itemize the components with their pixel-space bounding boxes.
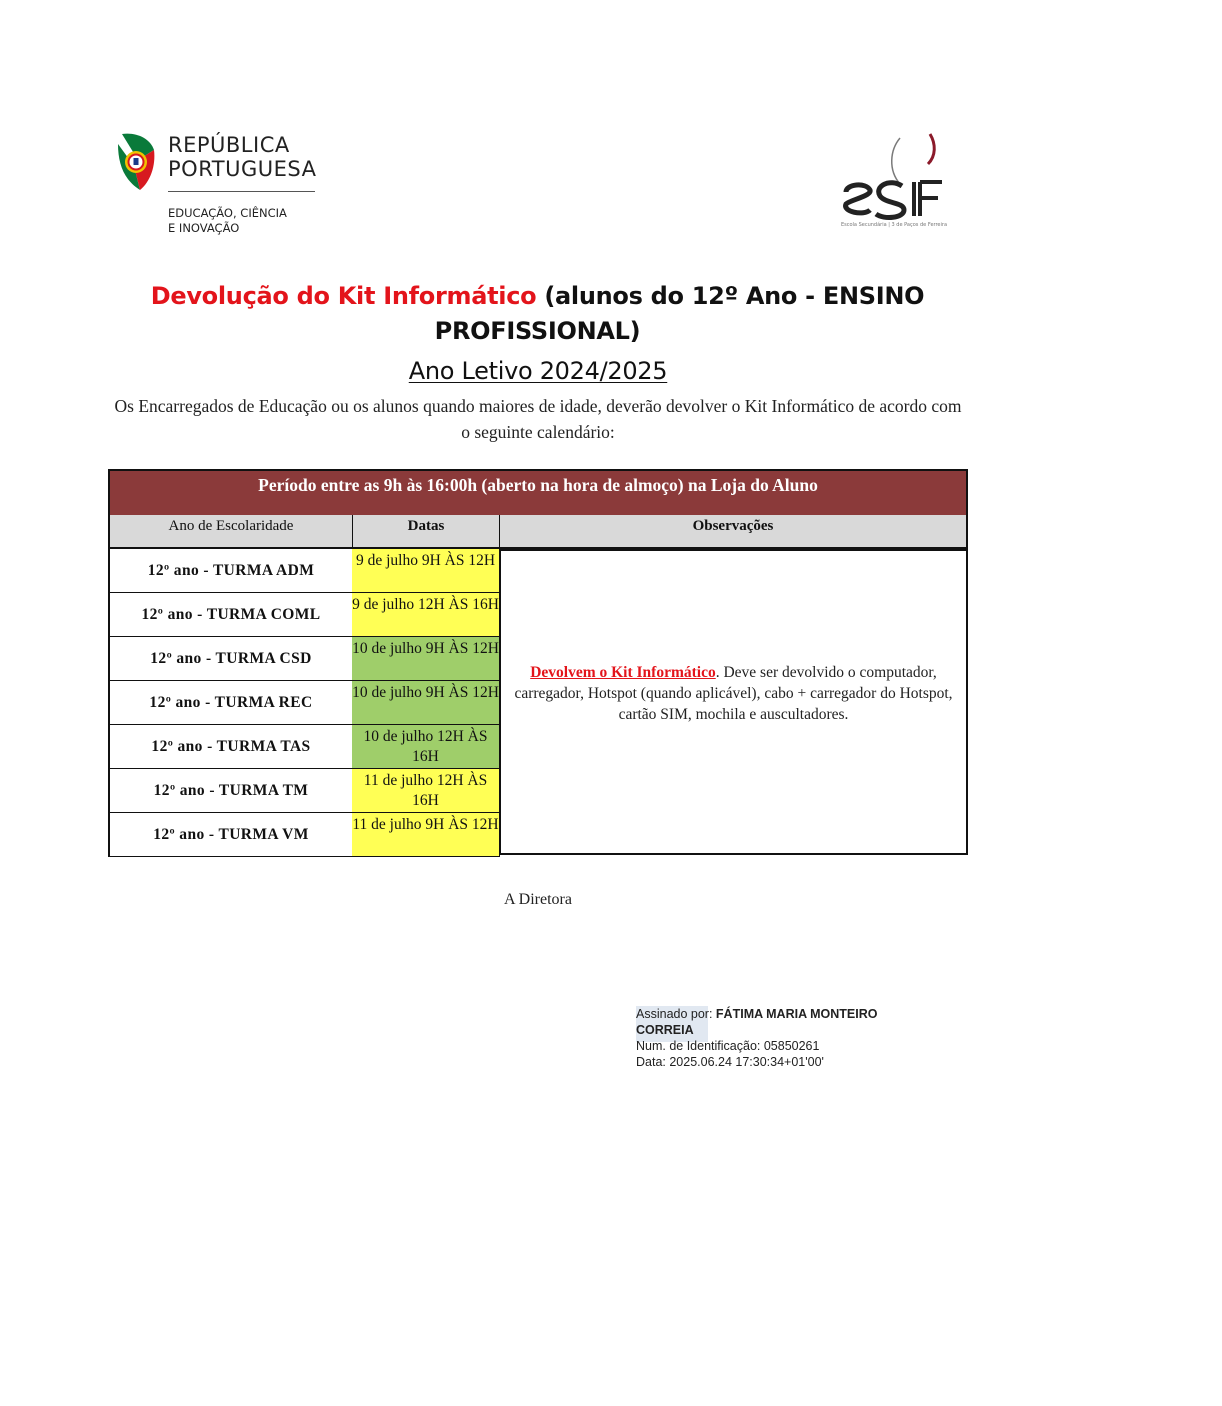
table-row — [108, 637, 500, 681]
column-header-dates: Datas — [352, 515, 500, 549]
table-row — [108, 593, 500, 637]
logo-caption: Escola Secundária | 3 de Paços de Ferreira — [840, 222, 948, 228]
document-title — [150, 279, 925, 349]
school-logo — [838, 130, 950, 230]
logo-subtitle-line1: EDUCAÇÃO, CIÊNCIA — [168, 206, 287, 220]
logo-divider — [168, 191, 315, 192]
digital-signature — [636, 1006, 936, 1070]
class-cell: 12º ano - TURMA TAS — [108, 725, 353, 769]
observations-cell — [499, 549, 968, 855]
logo-text-line1: REPÚBLICA — [168, 133, 290, 157]
portuguese-emblem-icon — [114, 130, 158, 194]
table-header-banner: Período entre as 9h às 16:00h (aberto na hora de almoço) na Loja do Aluno — [108, 469, 968, 517]
observations-text — [514, 662, 954, 725]
table-row — [108, 549, 500, 593]
column-header-observations: Observações — [499, 515, 968, 549]
esf-logo-icon — [838, 130, 950, 222]
school-year — [0, 355, 1076, 387]
logo-subtitle-line2: E INOVAÇÃO — [168, 221, 240, 235]
intro-paragraph: Os Encarregados de Educação ou os alunos quando maiores de idade, deverão devolver o Kit Informático de acordo com o seguinte calendário: — [114, 396, 962, 442]
class-cell: 12º ano - TURMA CSD — [108, 637, 353, 681]
signature-date: Data: 2025.06.24 17:30:34+01'00' — [636, 1055, 824, 1069]
observations-details: . Deve ser devolvido o computador, carregador, Hotspot (quando aplicável), cabo + carregador do Hotspot, cartão SIM, mochila e auscultadores. — [514, 663, 953, 723]
date-cell: 10 de julho 9H ÀS 12H — [352, 681, 500, 725]
class-cell: 12º ano - TURMA REC — [108, 681, 353, 725]
signature-id: Num. de Identificação: 05850261 — [636, 1039, 820, 1053]
table-row — [108, 681, 500, 725]
class-cell: 12º ano - TURMA ADM — [108, 549, 353, 593]
date-cell: 11 de julho 12H ÀS 16H — [352, 769, 500, 813]
table-row — [108, 813, 500, 857]
class-cell: 12º ano - TURMA COML — [108, 593, 353, 637]
signer-role: A Diretora — [504, 891, 572, 908]
table-row — [108, 769, 500, 813]
class-cell: 12º ano - TURMA TM — [108, 769, 353, 813]
date-cell: 10 de julho 9H ÀS 12H — [352, 637, 500, 681]
date-cell: 9 de julho 12H ÀS 16H — [352, 593, 500, 637]
table-row — [108, 725, 500, 769]
calendar-table — [108, 469, 968, 855]
signature-label: Assinado por: — [636, 1007, 716, 1021]
title-black-part: (alunos do 12º Ano - ENSINO PROFISSIONAL) — [434, 282, 925, 345]
title-red-part: Devolução do Kit Informático — [150, 282, 537, 310]
signature-name: FÁTIMA MARIA MONTEIRO CORREIA — [636, 1007, 878, 1037]
signature-signer — [636, 1006, 936, 1038]
class-cell: 12º ano - TURMA VM — [108, 813, 353, 857]
observations-highlight: Devolvem o Kit Informático — [530, 663, 716, 681]
date-cell: 9 de julho 9H ÀS 12H — [352, 549, 500, 593]
school-year-text: Ano Letivo 2024/2025 — [408, 357, 668, 385]
column-header-year: Ano de Escolaridade — [108, 515, 353, 549]
date-cell: 10 de julho 12H ÀS 16H — [352, 725, 500, 769]
logo-text-line2: PORTUGUESA — [168, 157, 317, 181]
republica-portuguesa-logo — [114, 128, 317, 236]
date-cell: 11 de julho 9H ÀS 12H — [352, 813, 500, 857]
